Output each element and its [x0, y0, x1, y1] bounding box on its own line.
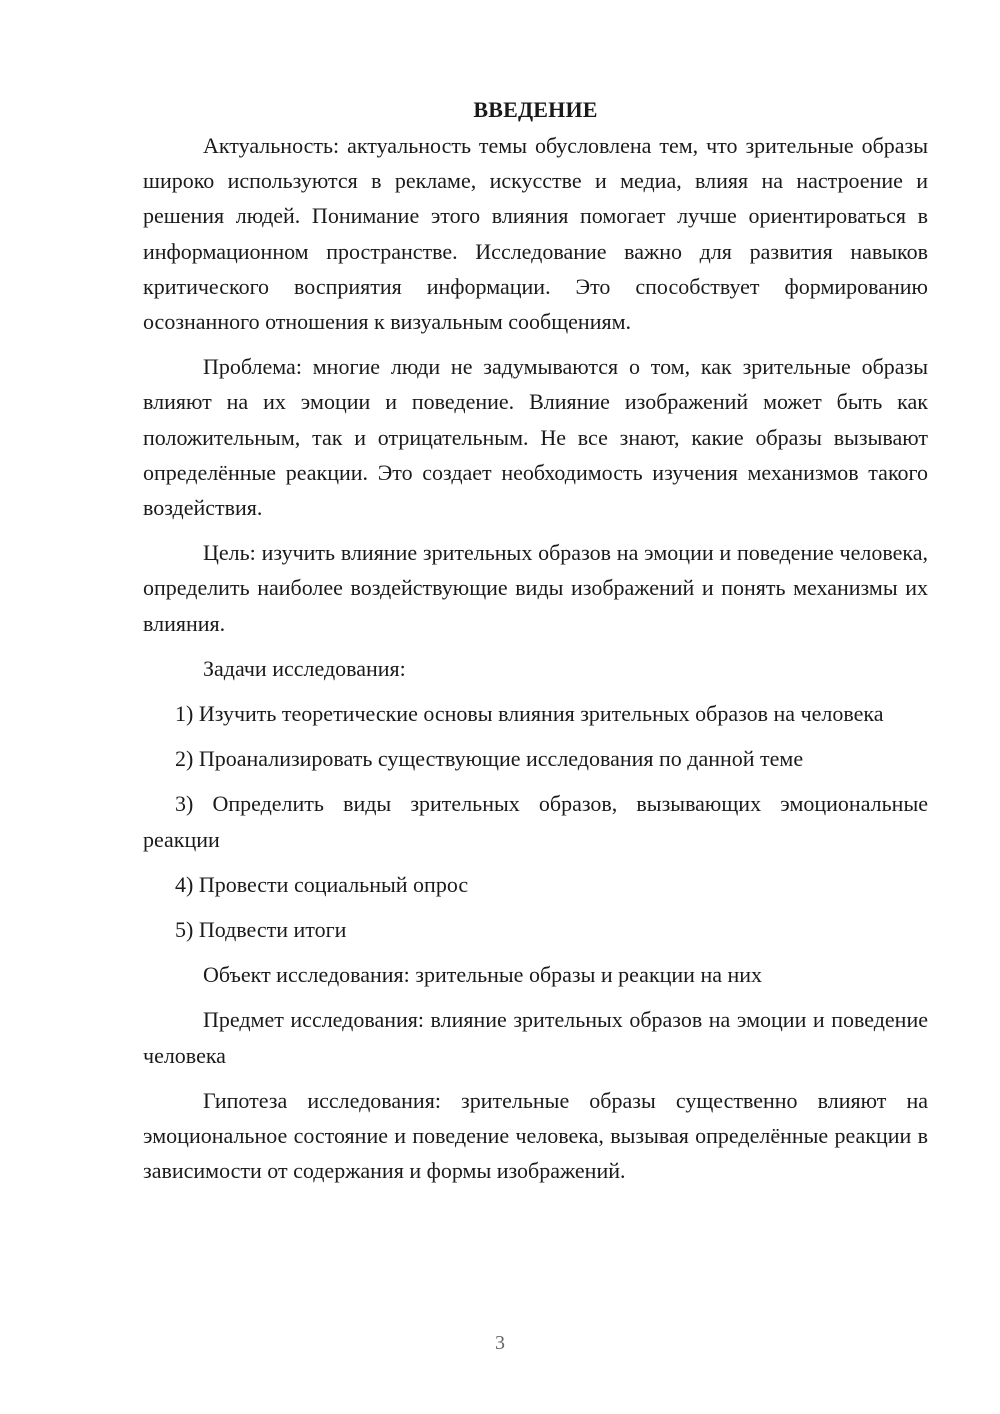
task-item-5: 5) Подвести итоги: [175, 917, 347, 943]
paragraph-subject: Предмет исследования: влияние зрительных образов на эмоции и поведение человека: [143, 1007, 928, 1068]
document-page: [143, 92, 928, 1188]
task-item-4: 4) Провести социальный опрос: [175, 871, 469, 897]
paragraph-relevance: Актуальность: актуальность темы обусловлена тем, что зрительные образы широко используются в рекламе, искусстве и медиа, влияя на настроение и решения людей. Понимание этого влияния помогает лучше ориентироваться в информационном пространстве. Исследование важно для развития навыков критического восприятия информации. Это способствует формированию осознанного отношения к визуальным сообщениям.: [143, 133, 928, 335]
paragraph-goal: Цель: изучить влияние зрительных образов на эмоции и поведение человека, определить наиболее воздействующие виды изображений и понять механизмы их влияния.: [143, 540, 928, 636]
paragraph-problem: Проблема: многие люди не задумываются о том, как зрительные образы влияют на их эмоции и поведение. Влияние изображений может быть как положительным, так и отрицательным. Не все знают, какие образы вызывают определённые реакции. Это создает необходимость изучения механизмов такого воздействия.: [143, 354, 928, 521]
page-number: 3: [495, 1332, 505, 1354]
paragraph-hypothesis: Гипотеза исследования: зрительные образы существенно влияют на эмоциональное состояние и поведение человека, вызывая определённые реакции в зависимости от содержания и формы изображений.: [143, 1087, 928, 1184]
page-title: ВВЕДЕНИЕ: [473, 97, 598, 122]
paragraph-object: Объект исследования: зрительные образы и реакции на них: [203, 962, 763, 988]
task-item-3: 3) Определить виды зрительных образов, вызывающих эмоциональные реакции: [143, 791, 928, 852]
task-item-2: 2) Проанализировать существующие исследования по данной теме: [175, 746, 804, 772]
task-item-1: 1) Изучить теоретические основы влияния зрительных образов на человека: [175, 701, 884, 727]
tasks-heading: Задачи исследования:: [203, 655, 406, 681]
